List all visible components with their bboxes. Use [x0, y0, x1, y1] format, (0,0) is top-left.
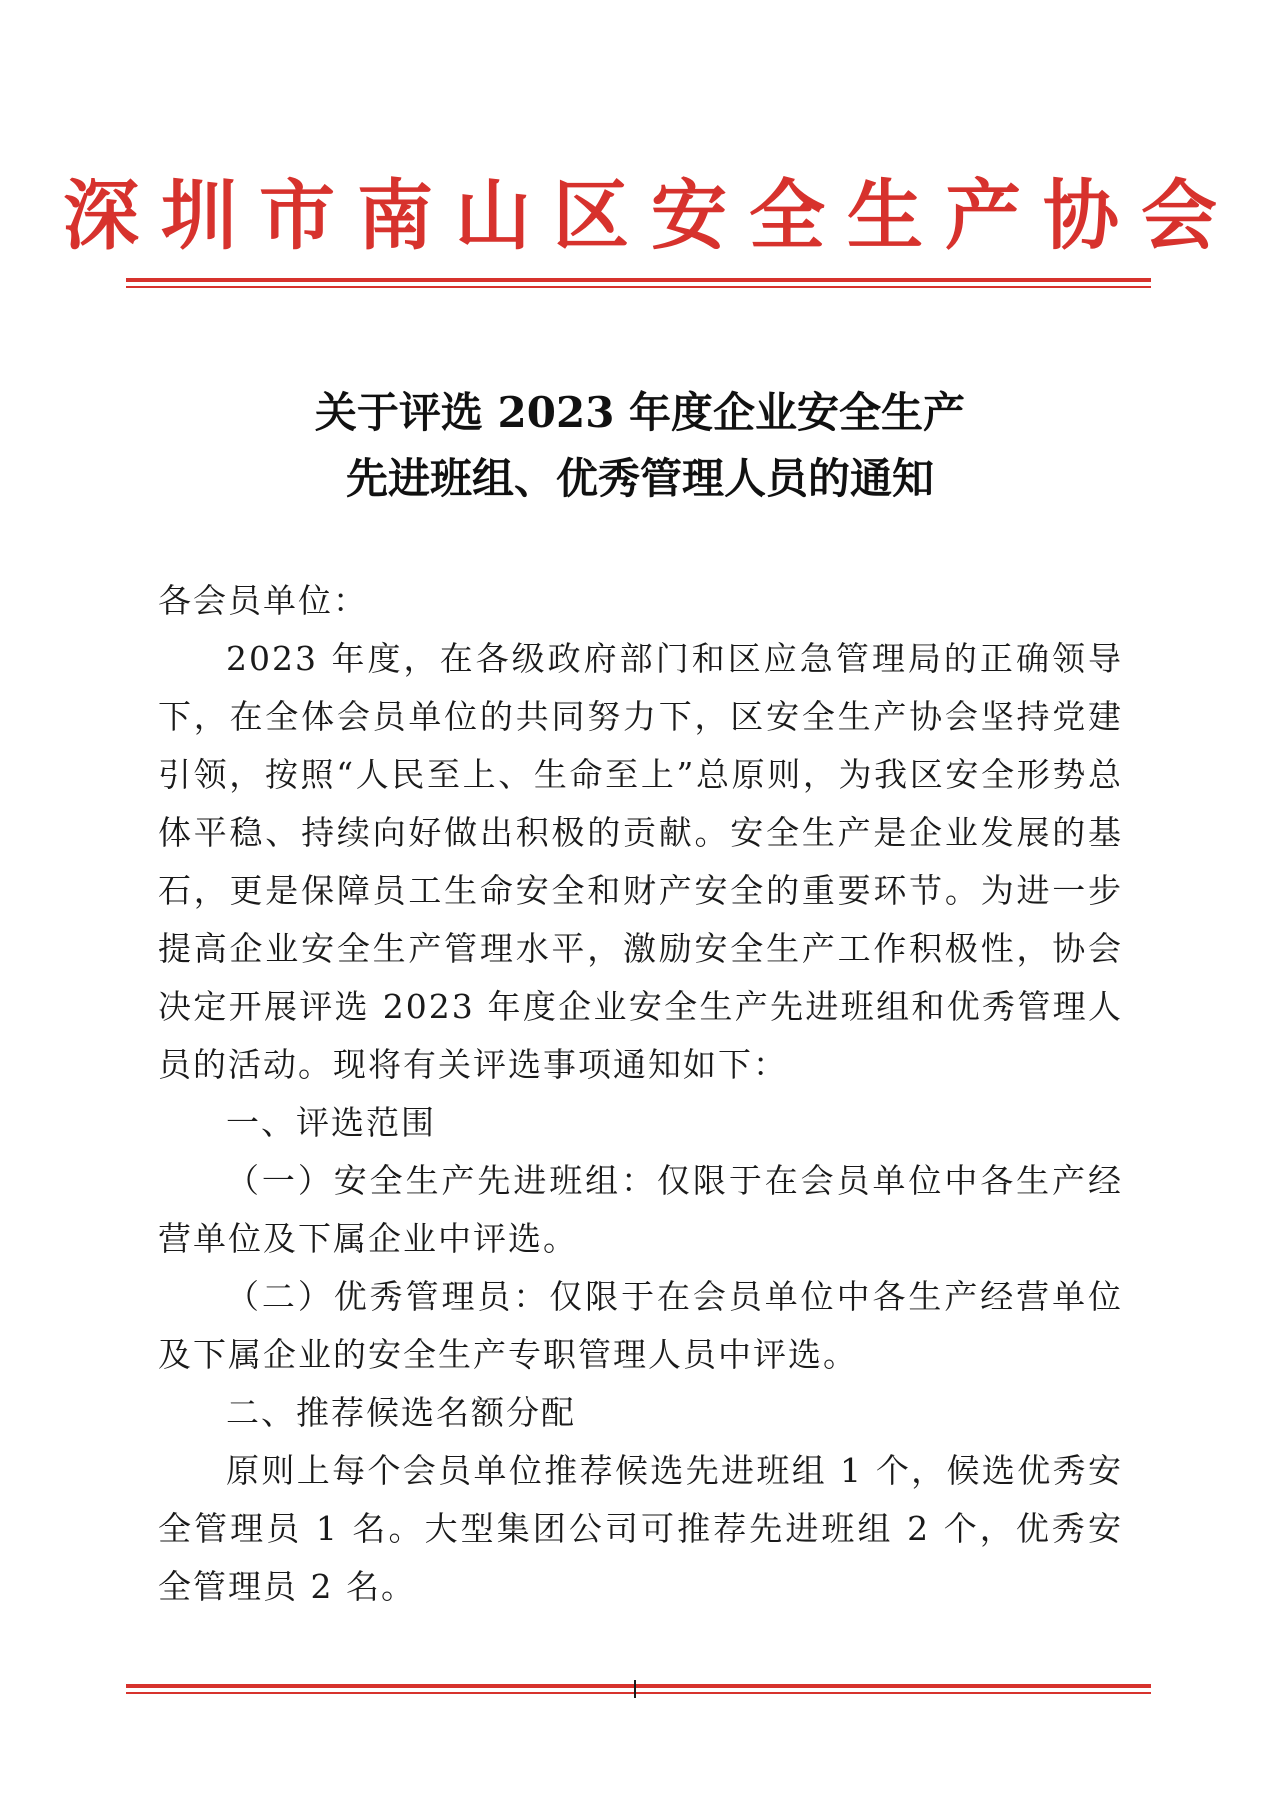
page-center-mark	[634, 1680, 636, 1698]
section-2-heading: 二、推荐候选名额分配	[226, 1393, 576, 1432]
footer-divider	[126, 1684, 1151, 1694]
section-1-item-2: （二）优秀管理员：仅限于在会员单位中各生产经营单位及下属企业的安全生产专职管理人员中评选。	[158, 1277, 1123, 1374]
section-2-body: 原则上每个会员单位推荐候选先进班组 1 个，候选优秀安全管理员 1 名。大型集团公司可推荐先进班组 2 个，优秀安全管理员 2 名。	[158, 1451, 1123, 1606]
organization-header: 深圳市南山区安全生产协会	[63, 171, 1239, 260]
notice-title-line-2: 先进班组、优秀管理人员的通知	[345, 454, 934, 503]
salutation: 各会员单位：	[158, 581, 368, 620]
notice-title-line-1: 关于评选 2023 年度企业安全生产	[314, 388, 966, 437]
notice-body	[158, 572, 1123, 1616]
section-1-heading: 一、评选范围	[226, 1103, 436, 1142]
section-1-item-1: （一）安全生产先进班组：仅限于在会员单位中各生产经营单位及下属企业中评选。	[158, 1161, 1123, 1258]
notice-title	[0, 380, 1280, 512]
header-divider	[126, 278, 1151, 288]
intro-paragraph: 2023 年度，在各级政府部门和区应急管理局的正确领导下，在全体会员单位的共同努力下，区安全生产协会坚持党建引领，按照“人民至上、生命至上”总原则，为我区安全形势总体平稳、持续向好做出积极的贡献。安全生产是企业发展的基石，更是保障员工生命安全和财产安全的重要环节。为进一步提高企业安全生产管理水平，激励安全生产工作积极性，协会决定开展评选 2023 年度企业安全生产先进班组和优秀管理人员的活动。现将有关评选事项通知如下：	[158, 639, 1123, 1084]
